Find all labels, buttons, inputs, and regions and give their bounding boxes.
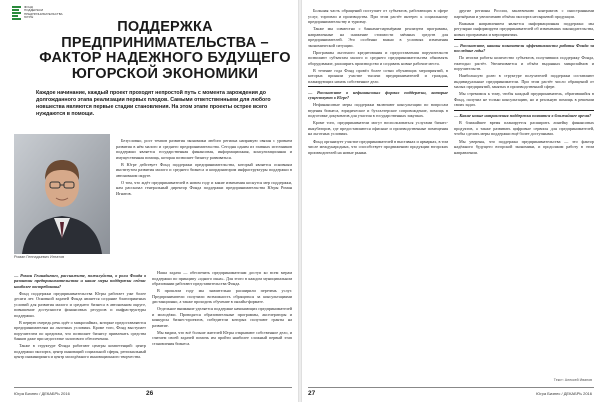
page-number: 27: [308, 390, 316, 397]
interview-question: — Какие новые направления поддержки появятся в ближайшее время?: [454, 113, 592, 119]
body-paragraph: Также мы совместно с банками-партнёрами реализуем программы, направленные на снижение стоимости заёмных средств для предпринимателей. Это особенно важно в условиях изменения экономической ситуации.: [308, 26, 448, 48]
right-column-b: [454, 8, 594, 370]
body-paragraph: Нефинансовые меры поддержки включают консультации по вопросам ведения бизнеса, юридическое и бухгалтерское сопровождение, помощь в подготовке документов для участия в государственных закупках.: [308, 102, 448, 119]
left-column-a: [14, 270, 146, 386]
body-paragraph: Мы видим, что всё больше жителей Югры открывают собственное дело, и считаем своей задачей помочь им пройти наиболее сложный первый этап становления бизнеса.: [152, 329, 292, 346]
article-headline: ПОДДЕРЖКА ПРЕДПРИНИМАТЕЛЬСТВА – ФАКТОР НАДЕЖНОГО БУДУЩЕГО ЮГОРСКОЙ ЭКОНОМИКИ: [39, 19, 291, 82]
logo-line: ПРЕДПРИНИМАТЕЛЬСТВА: [24, 11, 63, 16]
body-paragraph: Отдельное внимание уделяется поддержке начинающих предпринимателей и молодёжи. Проводятся образовательные программы, акселераторы и конкурсы бизнес-проектов, победители которых получают гранты на развитие.: [152, 306, 292, 328]
interview-question: — Расскажите, каковы показатели эффективности работы Фонда за последние годы?: [454, 42, 594, 54]
body-paragraph: В первую очередь речь идёт о микрозаймах, которые предоставляются предпринимателям на льготных условиях. Кроме того, Фонд выступает поручителем по кредитам, что позволяет бизнесу привлекать средства банков даже при недостатке залогового обеспечения.: [14, 319, 146, 342]
intro-paragraph: Безусловно, рост темпов развития экономики любого региона напрямую связан с уровнем развития в нём малого и среднего предпринимательства. Сегодня одним из главных источников поддержки является государственная финансовая, информационная, консультационная и имущественная помощь, которая позволяет бизнесу развиваться.: [116, 138, 292, 160]
body-paragraph: В течение года Фонд провёл более сотни обучающих мероприятий, в которых приняли участие тысячи предпринимателей и граждан, планирующих начать собственное дело.: [308, 67, 448, 84]
body-paragraph: Наибольшую долю в структуре получателей поддержки составляют индивидуальные предприниматели. При этом растёт число обращений от малых предприятий, занятых в производственной сфере.: [454, 73, 594, 90]
fund-logo-text: [24, 6, 70, 20]
body-paragraph: Фонд поддержки предпринимательства Югры работает уже более десяти лет. Основной задачей Фонда является создание благоприятных условий для развития малого и среднего бизнеса в автономном округе, повышение доступности финансовых ресурсов и инфраструктуры поддержки.: [14, 290, 146, 318]
logo-line: ЮГРЫ: [24, 15, 34, 20]
interview-question: — Роман Геннадьевич, расскажите, пожалуйста, о роли Фонда в развитии предпринимательства и какие меры поддержки сейчас наиболее востребованы?: [14, 272, 146, 289]
intro-column: [116, 138, 292, 266]
body-paragraph: Фонд организует участие предпринимателей в выставках и ярмарках, в том числе международных, что способствует продвижению продукции югорских производителей на новые рынки.: [308, 138, 448, 155]
fund-logo: [12, 6, 70, 20]
body-paragraph: Программы льготного кредитования и предоставления поручительств позволяют субъектам малого и среднего предпринимательства обновлять оборудование, расширять производство и создавать новые рабочие места.: [308, 49, 448, 66]
footer-divider: [308, 387, 594, 388]
footer-magazine-name: Югра Бизнес / ДЕКАБРЬ 2016: [14, 391, 70, 396]
footer-magazine-name: Югра Бизнес / ДЕКАБРЬ 2016: [536, 391, 592, 396]
body-paragraph: Важным направлением является информационная поддержка: мы регулярно информируем предпринимателей об изменениях законодательства, новых программах и мероприятиях.: [454, 20, 594, 37]
body-paragraph: В ближайшее время планируется расширить линейку финансовых продуктов, а также развивать цифровые сервисы для предпринимателей, чтобы сделать меры поддержки ещё более доступными.: [454, 120, 594, 137]
left-page: [0, 0, 298, 402]
photo-caption: Роман Геннадьевич Игнатов: [14, 255, 65, 259]
body-paragraph: Мы стремимся к тому, чтобы каждый предприниматель, обратившийся в Фонд, получил не только консультацию, но и реальную помощь в решении своих задач.: [454, 91, 594, 108]
question-divider: [454, 39, 594, 40]
interview-question: — Расскажите о нефинансовых формах поддержки, которые существуют в Югре?: [308, 89, 448, 101]
portrait-illustration: [14, 134, 110, 254]
body-paragraph: Также в структуре Фонда работают центры компетенций: центр поддержки экспорта, центр инноваций социальной сферы, региональный центр инжиниринга и центр молодёжного инновационного творчества.: [14, 343, 146, 360]
article-lead: Каждое начинание, каждый проект проходят непростой путь с момента зарождения до долгожданного этапа реализации первых плодов. Самыми ответственными для любого новшества являются первые стадии становления. На этом этапе проекты острее всего нуждаются в помощи.: [36, 90, 271, 117]
left-column-b: [152, 270, 292, 386]
question-divider: [308, 86, 448, 87]
fund-logo-mark-icon: [12, 6, 21, 20]
logo-line: ФОНД: [24, 5, 33, 9]
logo-line: ПОДДЕРЖКИ: [24, 8, 44, 13]
page-number: 26: [146, 390, 154, 397]
body-paragraph: Мы уверены, что поддержка предпринимательства — это фактор надёжного будущего югорской экономики, и продолжим работу в этом направлении.: [454, 138, 594, 155]
body-paragraph: Большая часть обращений поступает от субъектов, работающих в сфере услуг, торговли и производства. При этом растёт интерес к социальному предпринимательству и туризму.: [308, 8, 448, 24]
portrait-photo: [14, 134, 110, 254]
right-column-a: [308, 8, 448, 378]
right-page: [302, 0, 600, 402]
body-paragraph: Кроме того, предприниматели могут воспользоваться услугами бизнес-инкубаторов, где предоставляются офисные и производственные помещения на льготных условиях.: [308, 120, 448, 137]
body-paragraph: В прошлом году мы значительно расширили перечень услуг. Предприниматели получили возможность обращаться за консультациями дистанционно, а также проходить обучение в онлайн-формате.: [152, 288, 292, 305]
intro-paragraph: О том, что ждёт предпринимателей в новом году и какие изменения коснутся мер поддержки, нам рассказал генеральный директор Фонда поддержки предпринимательства Югры Роман Игнатов.: [116, 179, 292, 196]
intro-paragraph: В Югре действует Фонд поддержки предпринимательства, который является основным институтом развития малого и среднего бизнеса и координатором инфраструктуры поддержки в автономном округе.: [116, 161, 292, 178]
body-paragraph: Наша задача — обеспечить предпринимателям доступ ко всем мерам поддержки по принципу «одного окна». Для этого в каждом муниципальном образовании работают представительства Фонда.: [152, 270, 292, 286]
author-credit: Текст: Алексей Иванов: [553, 378, 592, 382]
question-divider: [454, 110, 594, 111]
footer-divider: [14, 387, 292, 388]
body-paragraph: По итогам работы количество субъектов, получивших поддержку Фонда, ежегодно растёт. Увеличивается и объём выданных микрозаймов и поручительств.: [454, 55, 594, 72]
body-paragraph: другие регионы России, заключению контрактов с иностранными партнёрами и увеличению объёма экспорта несырьевой продукции.: [454, 8, 594, 19]
